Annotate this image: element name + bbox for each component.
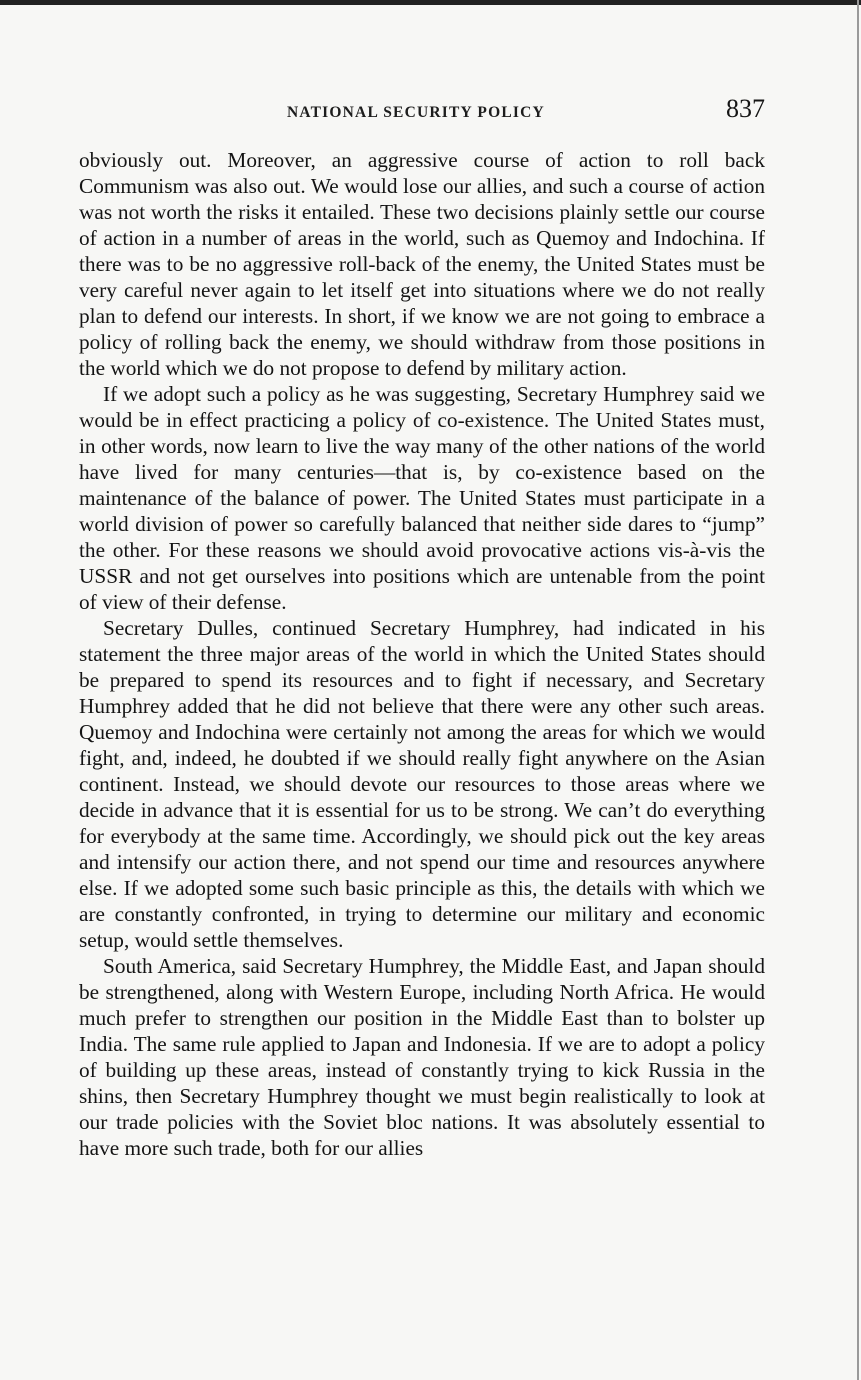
- page-number: 837: [726, 94, 765, 123]
- running-title: NATIONAL SECURITY POLICY: [287, 104, 545, 121]
- body-text: [79, 147, 765, 1161]
- top-edge-rule: [0, 0, 861, 5]
- paragraph-4: South America, said Secretary Humphrey, the Middle East, and Japan should be strengthened, along with Western Europe, including North Africa. He would much prefer to strengthen our position in the Middle East than to bolster up India. The same rule applied to Japan and Indonesia. If we are to adopt a policy of building up these areas, instead of constantly trying to kick Russia in the shins, then Secretary Humphrey thought we must begin realistically to look at our trade policies with the Soviet bloc nations. It was absolutely essential to have more such trade, both for our allies: [79, 954, 765, 1160]
- paragraph-3: Secretary Dulles, continued Secretary Humphrey, had indicated in his statement the three major areas of the world in which the United States should be prepared to spend its resources and to fight if necessary, and Secretary Humphrey added that he did not believe that there were any other such areas. Quemoy and Indochina were certainly not among the areas for which we would fight, and, indeed, he doubted if we should really fight anywhere on the Asian continent. Instead, we should devote our resources to those areas where we decide in advance that it is essential for us to be strong. We can’t do everything for everybody at the same time. Accordingly, we should pick out the key areas and intensify our action there, and not spend our time and resources anywhere else. If we adopted some such basic principle as this, the details with which we are constantly confronted, in trying to determine our military and economic setup, would settle themselves.: [79, 616, 765, 952]
- document-page: [79, 92, 765, 1161]
- running-head: [79, 92, 765, 126]
- paragraph-2: If we adopt such a policy as he was suggesting, Secretary Humphrey said we would be in effect practicing a policy of co-existence. The United States must, in other words, now learn to live the way many of the other nations of the world have lived for many centuries—that is, by co-existence based on the maintenance of the balance of power. The United States must participate in a world division of power so carefully balanced that neither side dares to “jump” the other. For these reasons we should avoid provocative actions vis-à-vis the USSR and not get ourselves into positions which are untenable from the point of view of their defense.: [79, 382, 765, 614]
- paragraph-1: obviously out. Moreover, an aggressive course of action to roll back Communism was also out. We would lose our allies, and such a course of action was not worth the risks it entailed. These two decisions plainly settle our course of action in a number of areas in the world, such as Quemoy and Indochina. If there was to be no aggressive roll-back of the enemy, the United States must be very careful never again to let itself get into situations where we do not really plan to defend our interests. In short, if we know we are not going to embrace a policy of rolling back the enemy, we should withdraw from those positions in the world which we do not propose to defend by military action.: [79, 148, 765, 380]
- page-right-edge: [857, 0, 859, 1380]
